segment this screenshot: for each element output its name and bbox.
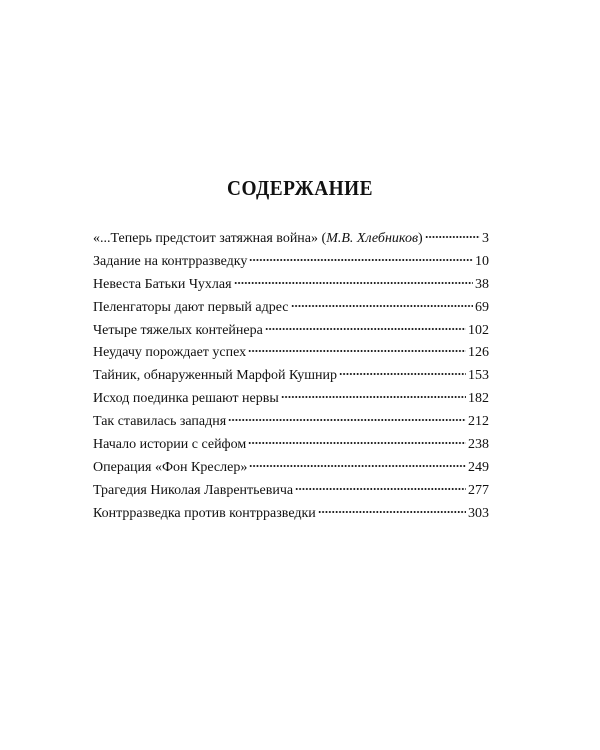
toc-entry-page: 69	[475, 299, 489, 315]
toc-entry-author: М.В. Хлебников	[326, 231, 419, 246]
toc-entry-page: 38	[475, 276, 489, 292]
dot-leader	[249, 258, 473, 262]
toc-entry-title: Задание на контрразведку	[93, 253, 248, 269]
page-title: СОДЕРЖАНИЕ	[227, 176, 373, 200]
toc-entry	[93, 367, 489, 390]
toc-entry-page: 249	[468, 459, 489, 475]
dot-leader	[291, 304, 473, 308]
toc-entry	[93, 505, 489, 528]
toc-entry	[93, 299, 489, 322]
toc-entry-page: 277	[468, 482, 489, 498]
toc-entry-page: 153	[468, 368, 489, 384]
dot-leader	[265, 327, 466, 331]
dot-leader	[228, 418, 466, 422]
toc-entry	[93, 253, 489, 276]
toc-entry-title: «...Теперь предстоит затяжная война» (М.В. Хлебников)	[93, 231, 423, 246]
toc-entry-page: 303	[468, 505, 489, 521]
toc-entry	[93, 344, 489, 367]
dot-leader	[281, 395, 466, 399]
toc-entry-title: Четыре тяжелых контейнера	[93, 322, 263, 338]
toc-entry-page: 212	[468, 414, 489, 430]
toc-entry-page: 10	[475, 253, 489, 269]
dot-leader	[248, 441, 466, 445]
toc-entry	[93, 436, 489, 459]
dot-leader	[339, 372, 466, 376]
toc-entry-title: Операция «Фон Креслер»	[93, 459, 248, 475]
toc-entry-title: Пеленгаторы дают первый адрес	[93, 299, 289, 315]
dot-leader	[234, 281, 473, 285]
dot-leader	[318, 510, 466, 514]
toc-entry-title: Трагедия Николая Лаврентьевича	[93, 482, 294, 498]
toc-entry	[93, 482, 489, 505]
toc-entry	[93, 230, 489, 253]
toc-entry-title: Тайник, обнаруженный Марфой Кушнир	[93, 368, 338, 384]
dot-leader	[249, 464, 466, 468]
table-of-contents	[93, 230, 489, 528]
toc-entry	[93, 322, 489, 345]
dot-leader	[425, 235, 480, 239]
toc-entry-title: Так ставилась западня	[93, 414, 227, 430]
toc-entry-page: 238	[468, 437, 489, 453]
toc-entry-page: 102	[468, 322, 489, 338]
toc-entry-title: Контрразведка против контрразведки	[93, 505, 316, 521]
toc-entry-page: 3	[482, 231, 489, 246]
toc-entry	[93, 390, 489, 413]
toc-entry-page: 182	[468, 391, 489, 407]
toc-entry-title: Начало истории с сейфом	[93, 437, 247, 453]
toc-entry-title: Исход поединка решают нервы	[93, 391, 279, 407]
toc-entry-title: Невеста Батьки Чухлая	[93, 276, 232, 292]
toc-entry	[93, 413, 489, 436]
toc-entry-page: 126	[468, 345, 489, 361]
dot-leader	[248, 349, 466, 353]
toc-entry	[93, 276, 489, 299]
dot-leader	[295, 487, 466, 491]
toc-entry	[93, 459, 489, 482]
toc-entry-title: Неудачу порождает успех	[93, 345, 247, 361]
